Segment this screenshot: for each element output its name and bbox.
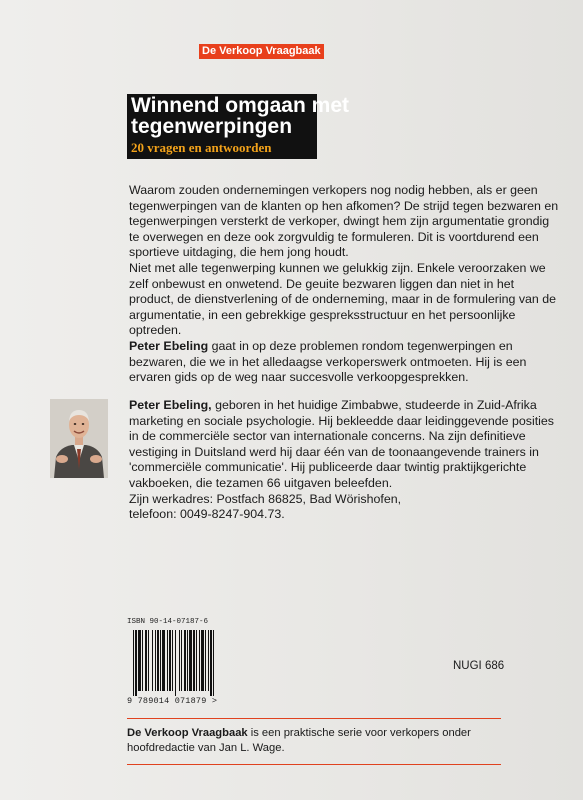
intro-paragraph-1: Waarom zouden ondernemingen verkopers nog nodig hebben, als er geen tegenwerpingen van de klanten op hen afkomen? De strijd tegen bezwaren en tegenwerpingen versterkt de verkoper, dwingt hem zijn argumentatie grondig te overwegen en deze ook zorgvuldig te formuleren. Dit is voortdurend een sportieve uitdaging, die hem jong houdt. <box>129 183 559 260</box>
author-photo <box>50 399 108 478</box>
author-bio-paragraph <box>129 398 559 492</box>
intro-text <box>129 183 559 386</box>
barcode-icon <box>127 630 242 696</box>
author-name: Peter Ebeling, <box>129 398 212 412</box>
footer-rule-top <box>127 718 501 719</box>
title-block <box>127 94 349 159</box>
author-photo-image <box>50 399 108 478</box>
footer-series-name: De Verkoop Vraagbaak <box>127 727 248 739</box>
intro-paragraph-3 <box>129 339 559 386</box>
footer-rule-bottom <box>127 764 501 765</box>
subtitle: 20 vragen en antwoorden <box>131 140 272 155</box>
intro-paragraph-3-text: gaat in op deze problemen rondom tegenwerpingen en bezwaren, die we in het alledaagse verkoperswerk ontmoeten. Hij is een ervaren gids op de weg naar succesvolle verkoopgesprekken. <box>129 338 527 385</box>
author-bio <box>129 398 559 523</box>
footer-description: is een praktische serie voor verkopers onder hoofdredactie van Jan L. Wage. <box>127 727 471 754</box>
author-address: Zijn werkadres: Postfach 86825, Bad Wörishofen, <box>129 491 402 506</box>
nugi-code: NUGI 686 <box>453 660 505 672</box>
author-bio-text: geboren in het huidige Zimbabwe, studeerde in Zuid-Afrika marketing en sociale psychologie. Hij bekleedde daar leidinggevende posities in de commerciële sector van internationale concerns. Na zijn definitieve vestiging in Duitsland werd hij daar één van de toonaangevende trainers in 'commerciële communicatie'. Hij publiceerde daar twintig praktijkgerichte vakboeken, die tezamen 66 uitgaven beleefden. <box>129 398 554 490</box>
series-badge: De Verkoop Vraagbaak <box>199 44 324 59</box>
barcode-digits: 9 789014 071879 > <box>127 696 218 706</box>
title-line-1: Winnend omgaan met <box>131 94 349 117</box>
author-phone: telefoon: 0049-8247-904.73. <box>129 507 285 522</box>
author-name-inline: Peter Ebeling <box>129 338 209 353</box>
isbn-label: ISBN 90-14-07187-6 <box>127 618 209 626</box>
intro-paragraph-2: Niet met alle tegenwerping kunnen we gelukkig zijn. Enkele veroorzaken we zelf onbewust en onwetend. De geuite bezwaren liggen dan niet in het product, de dienstverlening of de onderneming, maar in de formulering van de argumentatie, in een gebrekkige gespreksstructuur en het persoonlijke optreden. <box>129 260 557 338</box>
footer-text <box>127 726 527 756</box>
barcode-area <box>127 618 242 710</box>
title-line-2: tegenwerpingen <box>131 115 293 138</box>
